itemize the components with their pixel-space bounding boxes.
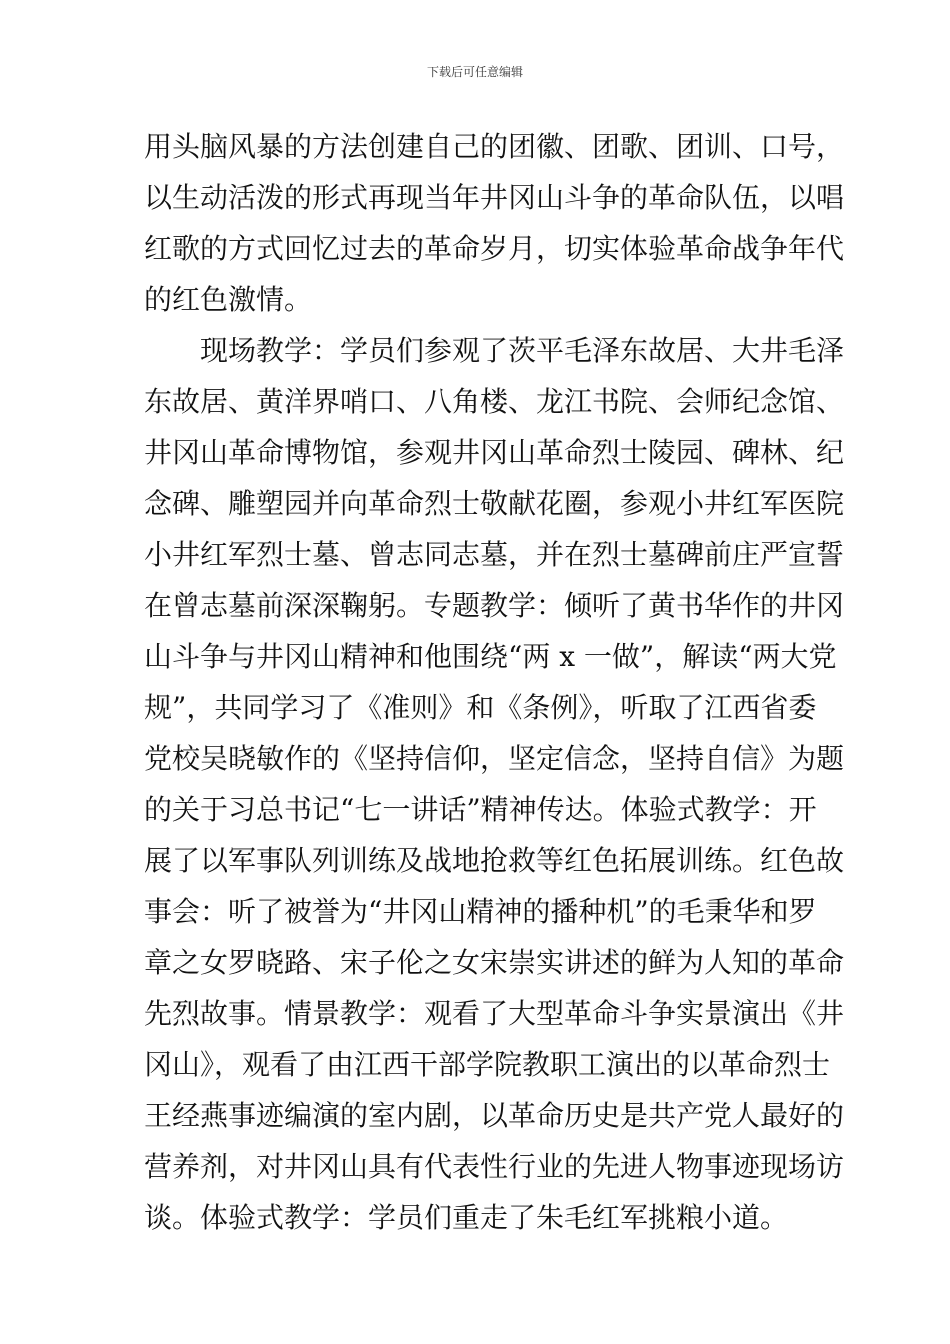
text-line: 先烈故事。情景教学：观看了大型革命斗争实景演出《井: [144, 997, 845, 1030]
text-line: 规”，共同学习了《准则》和《条例》，听取了江西省委: [144, 691, 817, 724]
body-text: [144, 121, 845, 1243]
text-line: 红歌的方式回忆过去的革命岁月，切实体验革命战争年代: [144, 232, 845, 265]
text-line: 东故居、黄洋界哨口、八角楼、龙江书院、会师纪念馆、: [144, 385, 845, 418]
text-line: 山斗争与井冈山精神和他围绕“两 x 一做”，解读“两大党: [144, 640, 837, 673]
text-line: 以生动活泼的形式再现当年井冈山斗争的革命队伍，以唱: [144, 181, 845, 214]
text-line: 念碑、雕塑园并向革命烈士敬献花圈，参观小井红军医院: [144, 487, 845, 520]
paragraph-first-line: 现场教学：学员们参观了茨平毛泽东故居、大井毛泽: [200, 334, 845, 367]
text-line: 小井红军烈士墓、曾志同志墓，并在烈士墓碑前庄严宣誓: [144, 538, 845, 571]
text-line: 井冈山革命博物馆，参观井冈山革命烈士陵园、碑林、纪: [144, 436, 845, 469]
text-line: 的红色激情。: [144, 283, 313, 316]
text-line: 营养剂，对井冈山具有代表性行业的先进人物事迹现场访: [144, 1150, 845, 1183]
text-line: 冈山》，观看了由江西干部学院教职工演出的以革命烈士: [144, 1048, 831, 1081]
text-line: 的关于习总书记“七一讲话”精神传达。体验式教学：开: [144, 793, 817, 826]
text-line: 党校吴晓敏作的《坚持信仰，坚定信念，坚持自信》为题: [144, 742, 845, 775]
text-line: 王经燕事迹编演的室内剧，以革命历史是共产党人最好的: [144, 1099, 845, 1132]
text-line: 用头脑风暴的方法创建自己的团徽、团歌、团训、口号，: [144, 130, 845, 163]
text-line: 展了以军事队列训练及战地抢救等红色拓展训练。红色故: [144, 844, 845, 877]
page-header: 下载后可任意编辑: [426, 65, 523, 79]
text-line: 谈。体验式教学：学员们重走了朱毛红军挑粮小道。: [144, 1201, 789, 1234]
text-line: 事会：听了被誉为“井冈山精神的播种机”的毛秉华和罗: [144, 895, 817, 928]
text-line: 在曾志墓前深深鞠躬。专题教学：倾听了黄书华作的井冈: [144, 589, 845, 622]
text-line: 章之女罗晓路、宋子伦之女宋崇实讲述的鲜为人知的革命: [144, 946, 845, 979]
